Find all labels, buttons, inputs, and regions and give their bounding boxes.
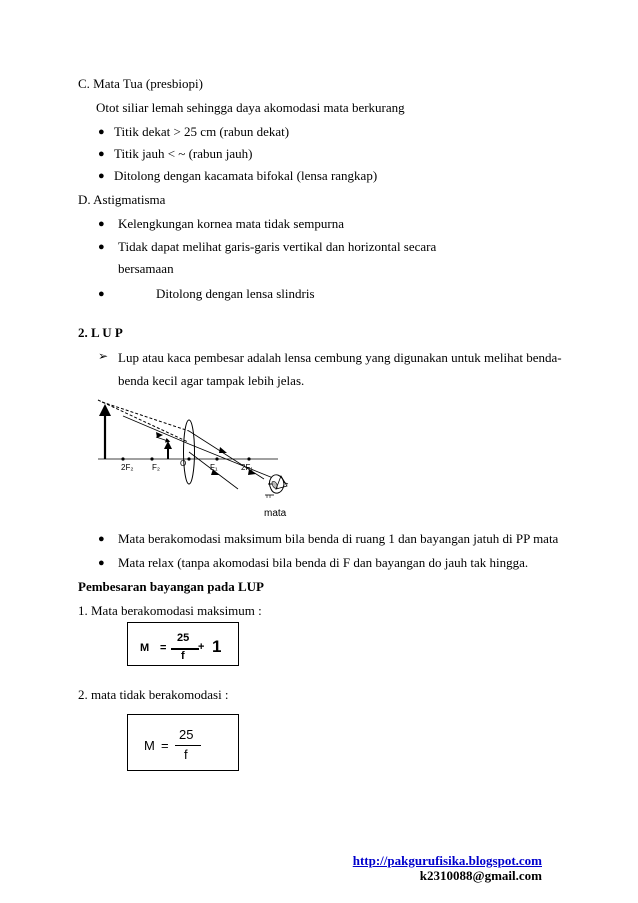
case-2-label: 2. mata tidak berakomodasi : — [78, 687, 229, 702]
bullet-dot: ● — [98, 288, 105, 300]
section-c-bullet-2: Titik jauh < ~ (rabun jauh) — [114, 146, 253, 161]
formula1-lhs: M — [140, 642, 150, 654]
section-d-bullet-3: Ditolong dengan lensa slindris — [156, 286, 315, 301]
section-c-bullet-1: Titik dekat > 25 cm (rabun dekat) — [114, 124, 290, 139]
formula1-numerator: 25 — [177, 632, 190, 644]
label-o: O — [180, 459, 187, 468]
formula2-lhs: M — [144, 738, 155, 753]
footer-email: k2310088@gmail.com — [419, 868, 542, 883]
label-f2: F₂ — [152, 463, 160, 472]
section-d-heading: D. Astigmatisma — [78, 192, 166, 207]
lup-definition-line-2: benda kecil agar tampak lebih jelas. — [118, 373, 305, 388]
formula-accommodated-box — [127, 622, 239, 666]
formula1-fraction-bar — [171, 648, 199, 650]
label-2f2: 2F₂ — [121, 463, 134, 472]
formula1-plus: + — [198, 641, 205, 653]
dashed-extension — [98, 400, 188, 442]
label-mata: mata — [264, 508, 287, 519]
eye-icon — [265, 475, 287, 498]
lup-definition-line-1: Lup atau kaca pembesar adalah lensa cembung yang digunakan untuk melihat benda- — [118, 350, 562, 365]
section-lup-heading: 2. L U P — [78, 325, 123, 340]
section-d-bullet-1: Kelengkungan kornea mata tidak sempurna — [118, 216, 344, 231]
bullet-dot: ● — [98, 557, 105, 569]
lup-bullet-1: Mata berakomodasi maksimum bila benda di ruang 1 dan bayangan jatuh di PP mata — [118, 531, 559, 546]
bullet-dot: ● — [98, 218, 105, 230]
section-c-intro: Otot siliar lemah sehingga daya akomodasi mata berkurang — [96, 100, 405, 115]
formula2-denominator: f — [184, 747, 188, 762]
formula1-eq: = — [160, 642, 167, 654]
label-2f1: 2F₁ — [241, 463, 254, 472]
section-c-heading: C. Mata Tua (presbiopi) — [78, 76, 203, 91]
formula-relaxed-box — [127, 714, 239, 771]
formula2-numerator: 25 — [179, 727, 194, 742]
magnifier-ray-diagram — [88, 392, 428, 522]
section-d-bullet-2-continuation: bersamaan — [118, 261, 174, 276]
bullet-dot: ● — [98, 170, 105, 182]
bullet-dot: ● — [98, 241, 105, 253]
formula1-denominator: f — [181, 650, 185, 662]
bullet-dot: ● — [98, 148, 105, 160]
formula2-eq: = — [161, 738, 169, 753]
lup-bullet-2: Mata relax (tanpa akomodasi bila benda di F dan bayangan do jauh tak hingga. — [118, 555, 529, 570]
footer-blog-link[interactable]: http://pakgurufisika.blogspot.com — [352, 853, 542, 868]
bullet-dot: ● — [98, 533, 105, 545]
dashed-extension — [102, 402, 189, 431]
section-d-bullet-2: Tidak dapat melihat garis-garis vertikal dan horizontal secara — [118, 239, 437, 254]
case-1-label: 1. Mata berakomodasi maksimum : — [78, 603, 262, 618]
magnification-heading: Pembesaran bayangan pada LUP — [78, 579, 264, 594]
formula2-fraction-bar — [175, 745, 201, 746]
label-f1: F₁ — [210, 463, 218, 472]
section-c-bullet-3: Ditolong dengan kacamata bifokal (lensa rangkap) — [114, 168, 378, 183]
formula1-one: 1 — [212, 637, 222, 656]
arrow-bullet-icon: ➢ — [98, 349, 109, 363]
bullet-dot: ● — [98, 126, 105, 138]
ray — [156, 437, 168, 441]
